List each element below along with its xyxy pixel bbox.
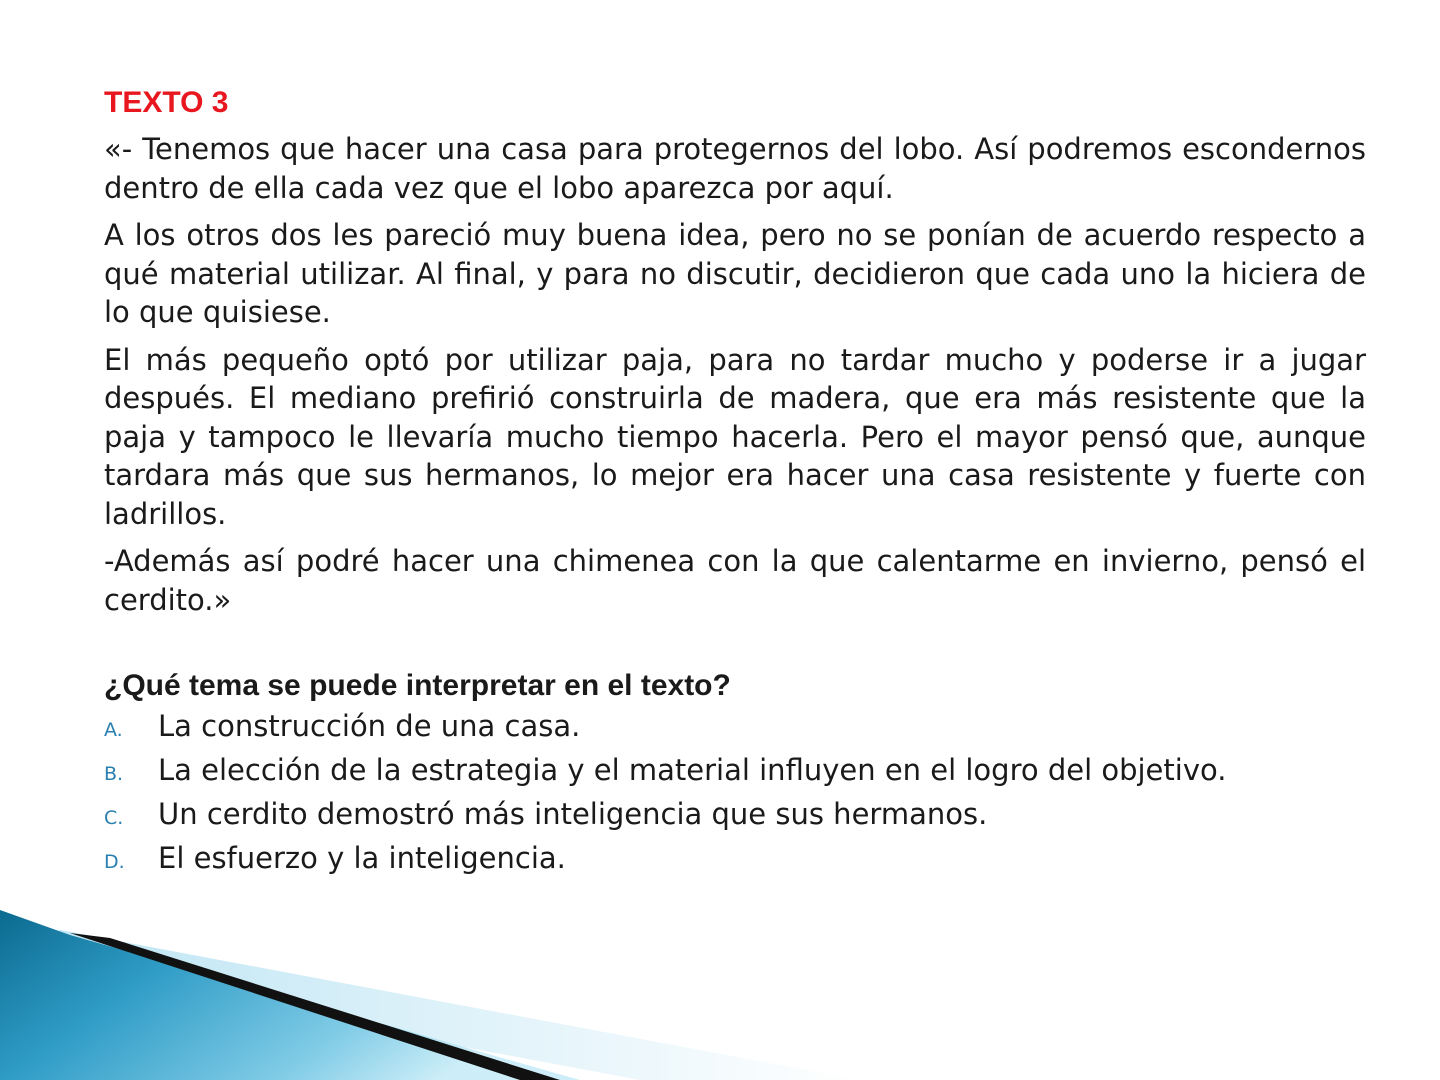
paragraph-3: El más pequeño optó por utilizar paja, para no tardar mucho y poderse ir a jugar después. El mediano prefirió construirla de madera, que era más resistente que la paja y tampoco le llevaría mucho tiempo hacerla. Pero el mayor pensó que, aunque tardara más que sus hermanos, lo mejor era hacer una casa resistente y fuerte con ladrillos. [104, 342, 1366, 531]
option-c [104, 797, 1366, 841]
option-text: Un cerdito demostró más inteligencia que sus hermanos. [158, 797, 988, 831]
option-text: La construcción de una casa. [158, 709, 581, 743]
paragraph-4: -Además así podré hacer una chimenea con la que calentarme en invierno, pensó el cerdito.» [104, 544, 1366, 617]
slide-title: TEXTO 3 [104, 86, 229, 119]
option-b [104, 753, 1366, 797]
option-letter: A. [104, 719, 123, 741]
option-a [104, 709, 1366, 753]
question-text: ¿Qué tema se puede interpretar en el texto? [104, 669, 731, 702]
option-text: La elección de la estrategia y el material influyen en el logro del objetivo. [158, 753, 1227, 787]
paragraph-2: A los otros dos les pareció muy buena idea, pero no se ponían de acuerdo respecto a qué material utilizar. Al final, y para no discutir, decidieron que cada uno la hiciera de lo que quisiese. [104, 218, 1366, 329]
option-text: El esfuerzo y la inteligencia. [158, 841, 566, 875]
option-letter: C. [104, 807, 124, 829]
paragraph-1: «- Tenemos que hacer una casa para protegernos del lobo. Así podremos escondernos dentro de ella cada vez que el lobo aparezca por aquí. [104, 132, 1366, 205]
option-letter: D. [104, 851, 125, 873]
answer-options [104, 709, 1366, 885]
slide-content [104, 84, 1366, 885]
option-letter: B. [104, 763, 124, 785]
option-d [104, 841, 1366, 885]
